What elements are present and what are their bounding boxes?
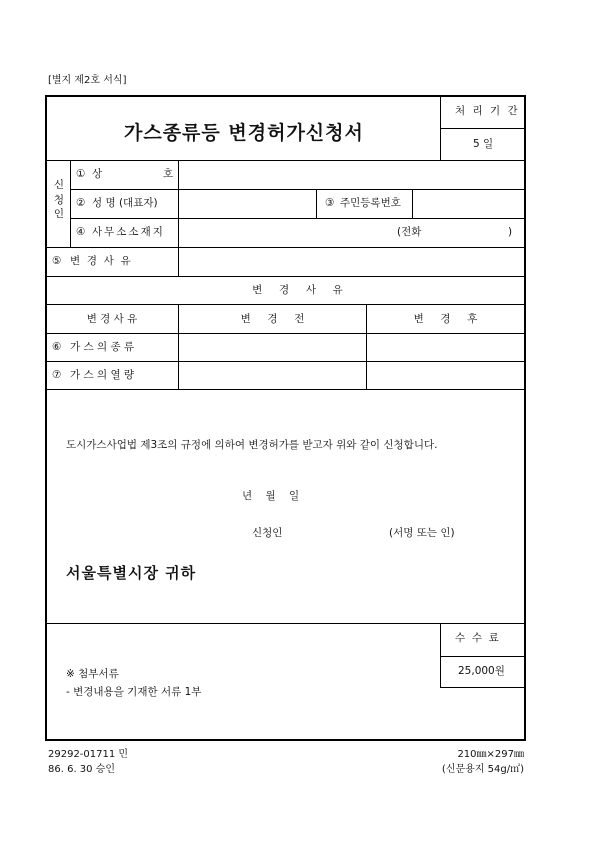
applicant-side-label: 신 청 인 [53,179,65,220]
signature-note: (서명 또는 인) [389,527,455,539]
name-label: 성 명 (대표자) [92,197,158,209]
phone-label: (전화 [397,226,422,238]
attachments-title: ※ 첨부서류 [66,668,119,680]
footer-paper-type: (신문용지 54g/㎡) [441,764,524,775]
reason-number: ⑤ [52,255,62,267]
change-table-header-reason: 변 경 사 유 [86,313,138,325]
attachment-item: - 변경내용을 기재한 서류 1부 [66,686,202,698]
processing-period-label: 처 리 기 간 [455,105,520,117]
footer-form-code: 29292-01711 민 [48,749,129,760]
rrn-number: ③ [325,197,335,209]
applicant-sign-label: 신청인 [252,527,283,539]
company-number: ① [76,168,86,180]
footer-approval-date: 86. 6. 30 승인 [48,764,116,775]
fee-value: 25,000원 [458,665,505,677]
gas-calorie-label: 가 스 의 열 량 [70,369,135,381]
fee-label: 수 수 료 [455,632,499,644]
change-section-header: 변 경 사 유 [252,284,343,296]
change-table-header-before: 변 경 전 [240,313,305,325]
form-number-label: [별지 제2호 서식] [48,75,127,86]
address-label: 사무소소재지 [92,226,165,238]
processing-period-value: 5 일 [473,138,494,150]
date-line: 년 월 일 [242,490,300,502]
gas-type-label: 가 스 의 종 류 [70,341,135,353]
company-label: 상 [92,168,103,180]
application-statement: 도시가스사업법 제3조의 규정에 의하여 변경허가를 받고자 위와 같이 신청합니다. [66,439,438,451]
footer-paper-size: 210㎜×297㎜ [457,749,524,760]
address-number: ④ [76,226,86,238]
change-table-header-after: 변 경 후 [413,313,478,325]
form-title: 가스종류등 변경허가신청서 [124,122,364,144]
reason-label: 변 경 사 유 [70,255,131,267]
rrn-label: 주민등록번호 [340,197,401,209]
name-number: ② [76,197,86,209]
gas-type-number: ⑥ [52,341,62,353]
phone-close-paren: ) [508,226,513,238]
recipient: 서울특별시장 귀하 [66,564,197,582]
gas-calorie-number: ⑦ [52,369,62,381]
company-label-suffix: 호 [163,168,174,180]
